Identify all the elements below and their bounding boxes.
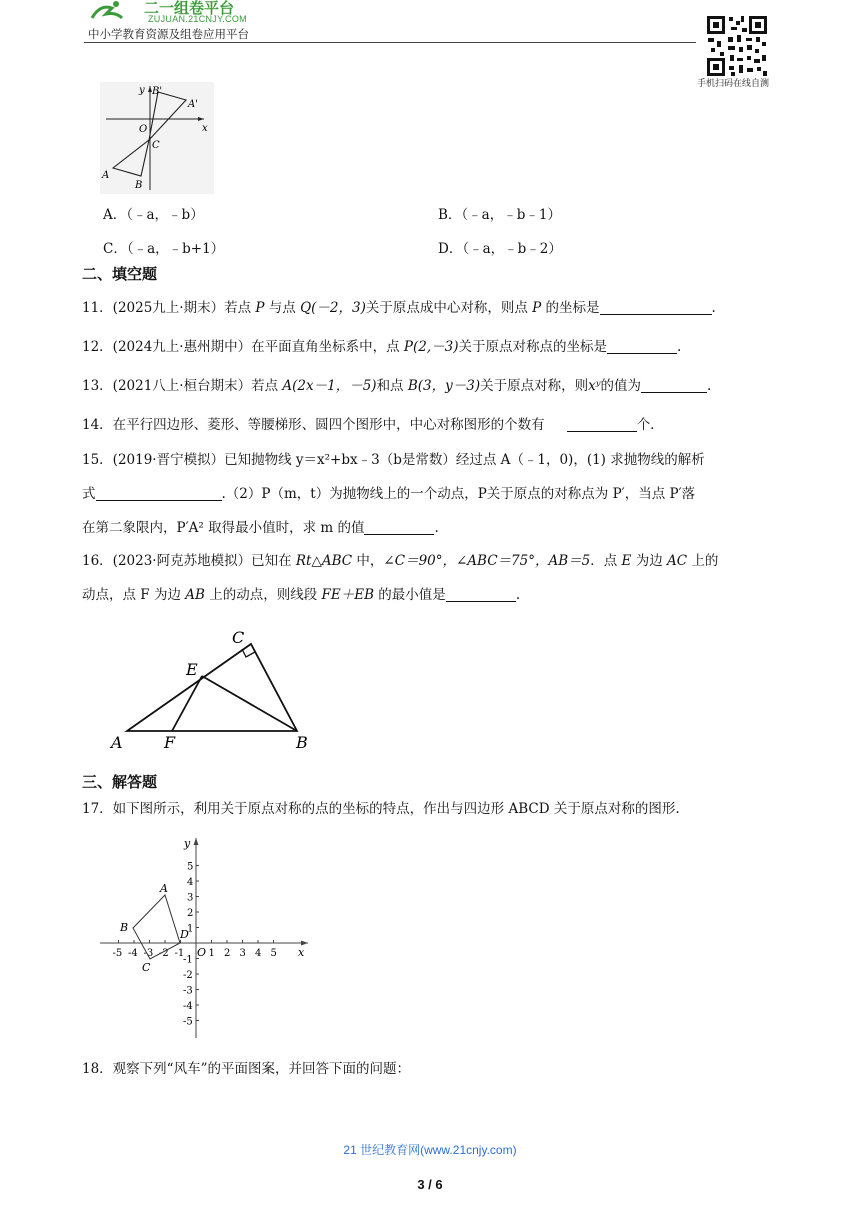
q11-math-p: P [255, 300, 265, 316]
q10-option-a[interactable]: A．（﹣a，﹣b） [103, 207, 204, 223]
q12-text: 12．(2024九上·惠州期中）在平面直角坐标系中，点 [82, 339, 404, 355]
q16-text: 中， [352, 553, 384, 569]
q17-x-tick-label: -5 [112, 948, 123, 959]
q15-end: . [434, 520, 439, 536]
q10-option-d[interactable]: D．（﹣a，﹣b﹣2） [438, 241, 562, 257]
q10-label-b-prime: B' [152, 86, 163, 97]
q17-text: 17．如下图所示，利用关于原点对称的点的坐标的特点，作出与四边形 ABCD 关于原点对称的图形. [82, 801, 680, 817]
header-divider [84, 42, 696, 43]
q16-math-rt: Rt△ABC [295, 553, 353, 569]
q10-label-o: O [139, 124, 148, 135]
platform-text: 中小学教育资源及组卷应用平台 [88, 27, 249, 41]
q16-text: 16．(2023·阿克苏地模拟）已知在 [82, 553, 296, 569]
q11-math-p: P [532, 300, 542, 316]
q10-label-c: C [152, 140, 160, 151]
q12-answer-blank[interactable] [607, 339, 677, 354]
question-16-line-2 [82, 585, 520, 605]
q16-math-fe-eb: FE＋EB [321, 587, 375, 603]
q13-end: . [707, 378, 712, 394]
q10-label-a-prime: A' [188, 99, 198, 110]
q16-text: 动点，点 F 为边 [82, 587, 186, 603]
q14-end: 个. [636, 417, 655, 433]
q15-answer-blank-2[interactable] [364, 520, 434, 535]
q17-coordinate-figure [96, 832, 316, 1042]
q10-option-c[interactable]: C．（﹣a，﹣b+1） [103, 241, 225, 257]
q11-end: . [711, 300, 716, 316]
q12-math-p: P(2,－3) [403, 339, 459, 355]
q17-axis-label-y: y [184, 837, 191, 850]
q16-text: ．点 [590, 553, 622, 569]
question-15-line-1 [82, 450, 705, 470]
q17-y-tick-label: 3 [187, 892, 194, 904]
q16-text: 的最小值是 [374, 587, 446, 603]
q14-answer-blank[interactable] [567, 417, 637, 432]
q17-x-tick-label: -2 [159, 948, 169, 959]
q12-end: . [676, 339, 682, 355]
question-12 [82, 337, 681, 357]
q16-math-angles: ∠C＝90°，∠ABC＝75°，AB＝5 [383, 553, 591, 569]
q11-answer-blank[interactable] [600, 300, 712, 315]
section-solve-title: 三、解答题 [82, 773, 158, 791]
q10-option-b[interactable]: B．（﹣a，﹣b﹣1） [438, 207, 561, 223]
q17-x-tick-label: -3 [143, 948, 154, 959]
q15-text: 在第二象限内，P′A² 取得最小值时，求 m 的值 [82, 520, 365, 536]
q17-point-a: A [160, 882, 168, 895]
q17-y-tick-label: -5 [183, 1016, 193, 1028]
q17-x-tick-label: 5 [270, 948, 277, 959]
q16-label-a: A [111, 733, 123, 752]
q16-label-e: E [186, 660, 198, 679]
q17-y-tick-label: 5 [187, 861, 194, 873]
question-17 [82, 799, 680, 819]
q10-figure [100, 82, 214, 194]
q17-x-tick-label: -1 [174, 948, 185, 959]
q17-y-tick-label: -4 [183, 1001, 193, 1012]
q15-text: .（2）P（m，t）为抛物线上的一个动点，P关于原点的对称点为 P′，当点 P′落 [221, 486, 696, 502]
q10-label-a: A [102, 170, 110, 181]
q13-text: 的值为 [600, 378, 642, 394]
q17-axis-label-x: x [298, 946, 305, 959]
q17-x-tick-label: 2 [224, 948, 231, 959]
q16-label-f: F [164, 733, 176, 752]
q13-text: 13．(2021八上·桓台期末）若点 [82, 378, 283, 394]
footer-link[interactable]: 21 世纪教育网(www.21cnjy.com) [343, 1143, 517, 1157]
q18-text: 18．观察下列“风车”的平面图案，并回答下面的问题： [82, 1061, 410, 1077]
q11-text: 与点 [264, 300, 301, 316]
q17-y-tick-label: 4 [187, 877, 194, 888]
logo-subtext: ZUJUAN.21CNJY.COM [148, 14, 247, 24]
q10-label-b: B [135, 180, 143, 191]
q17-x-tick-label: 3 [239, 948, 246, 959]
q13-text: 和点 [376, 378, 408, 394]
question-11 [82, 298, 716, 318]
q13-math-xy: xʸ [588, 378, 601, 394]
q17-x-tick-label: 1 [208, 948, 215, 959]
q15-text: 15．(2019·晋宁模拟）已知抛物线 y＝x²+bx﹣3（b是常数）经过点 A（﹣1，0)，(1) 求抛物线的解析 [82, 452, 705, 468]
q16-text: 上的动点，则线段 [204, 587, 322, 603]
q17-y-tick-label: -2 [183, 970, 193, 981]
q17-point-d: D [180, 928, 189, 941]
question-15-line-3 [82, 518, 439, 538]
page-number: 3 / 6 [417, 1177, 443, 1192]
q11-text: 的坐标是 [541, 300, 600, 316]
q17-y-tick-label: 1 [187, 923, 194, 935]
question-14 [82, 415, 654, 435]
q13-math-a: A(2x－1，－5) [282, 378, 377, 394]
question-13 [82, 376, 711, 396]
q13-math-b: B(3，y－3) [407, 378, 481, 394]
q16-math-ac: AC [667, 553, 688, 569]
q16-text: 为边 [631, 553, 667, 569]
q16-triangle-figure [106, 624, 316, 752]
q16-end: . [515, 587, 521, 603]
q13-answer-blank[interactable] [641, 378, 707, 393]
q15-text: 式 [82, 486, 96, 502]
q16-answer-blank[interactable] [446, 587, 516, 602]
q17-point-b: B [120, 921, 129, 934]
q17-x-tick-label: 4 [255, 948, 262, 959]
qr-code-icon[interactable] [706, 15, 768, 77]
section-fill-in-title: 二、填空题 [82, 265, 158, 283]
question-16-line-1 [82, 551, 718, 571]
q13-text: 关于原点对称，则 [480, 378, 589, 394]
q17-x-tick-label: -4 [128, 948, 138, 959]
q12-text: 关于原点对称点的坐标是 [458, 339, 607, 355]
question-18 [82, 1059, 410, 1079]
q17-y-tick-label: -3 [183, 985, 193, 997]
q11-math-q: Q(－2，3) [300, 300, 366, 316]
q16-math-e: E [621, 553, 632, 569]
q16-text: 上的 [687, 553, 719, 569]
q14-text: 14．在平行四边形、菱形、等腰梯形、圆四个图形中，中心对称图形的个数有 [82, 417, 545, 433]
q17-y-tick-label: 2 [187, 908, 194, 919]
logo-text: 二一组卷平台 [144, 0, 235, 17]
q11-text: 关于原点成中心对称，则点 [365, 300, 533, 316]
q10-label-y: y [139, 85, 145, 96]
q10-label-x: x [202, 123, 208, 134]
q11-text: 11．(2025九上·期末）若点 [82, 300, 256, 316]
q17-y-tick-label: -1 [183, 954, 193, 966]
q17-origin-label: O [197, 946, 207, 959]
qr-caption: 手机扫码在线自测 [697, 78, 770, 88]
q16-label-c: C [232, 628, 245, 647]
q16-label-b: B [296, 733, 308, 752]
q15-answer-blank-1[interactable] [96, 486, 222, 501]
q16-math-ab: AB [185, 587, 205, 603]
q17-point-c: C [142, 961, 151, 974]
question-15-line-2 [82, 484, 695, 504]
